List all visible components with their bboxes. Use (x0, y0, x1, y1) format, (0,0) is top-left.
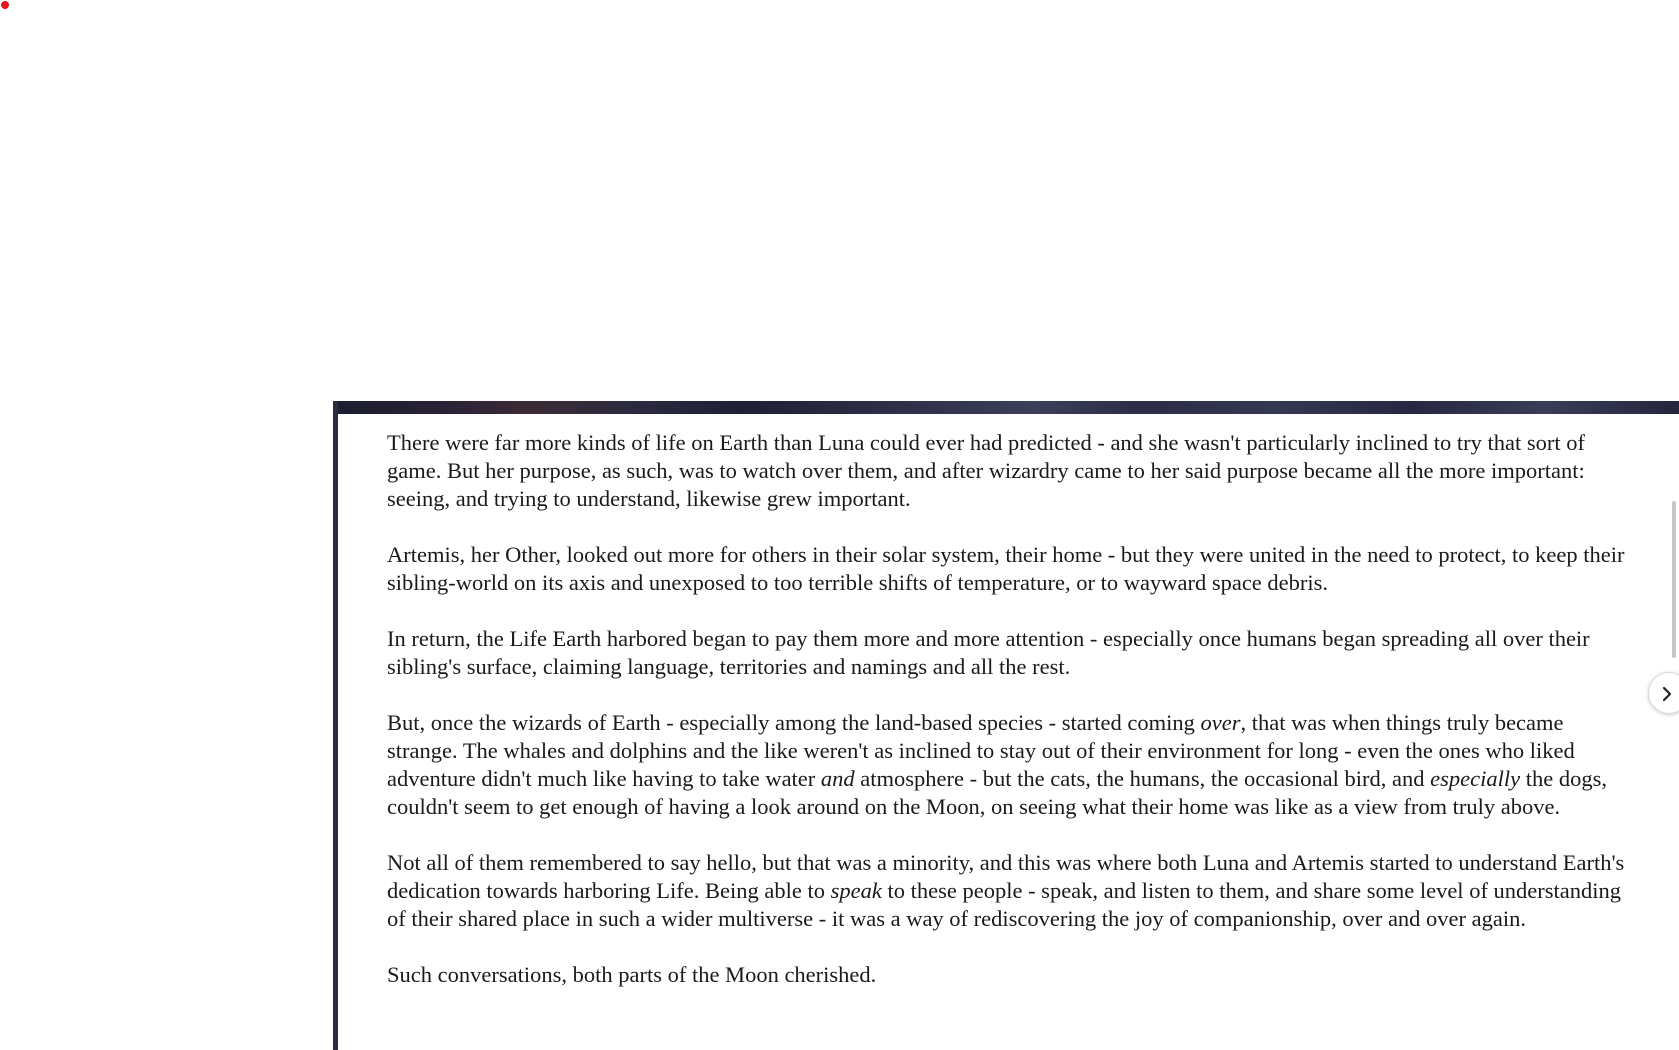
chevron-right-icon (1660, 686, 1674, 702)
emphasis-text: and (820, 766, 855, 791)
story-paragraph: Such conversations, both parts of the Moon cherished. (387, 962, 877, 987)
emphasis-text: speak (830, 878, 882, 903)
emphasis-text: especially (1430, 766, 1521, 791)
text-run: the dogs, couldn't seem to get enough of having a look around on the Moon, on seeing what their home was like as a view from truly above. (387, 766, 1607, 819)
header-banner-image (338, 401, 1679, 414)
story-paragraph: There were far more kinds of life on Earth than Luna could ever had predicted - and she wasn't particularly inclined to try that sort of game. But her purpose, as such, was to watch over them, and after wizardry came to her said purpose became all the more important: seeing, and trying to understand, likewise grew important. (387, 430, 1585, 511)
text-run: But, once the wizards of Earth - especially among the land-based species - started coming (387, 710, 1201, 735)
text-run: , that was when things truly became strange. The whales and dolphins and the like weren't as inclined to stay out of their environment for long - even the ones who liked adventure didn't much like having to take water (387, 710, 1575, 791)
recording-indicator-dot (1, 1, 9, 9)
text-run: Not all of them remembered to say hello, but that was a minority, and this was where both Luna and Artemis started to understand Earth's dedication towards harboring Life. Being able to (387, 850, 1625, 903)
story-paragraph: Artemis, her Other, looked out more for others in their solar system, their home - but they were united in the need to protect, to keep their sibling-world on its axis and unexposed to too terrible shifts of temperature, or to wayward space debris. (387, 542, 1625, 595)
story-reader-panel (333, 401, 1679, 1050)
story-text (387, 429, 1627, 1017)
text-run: to these people - speak, and listen to them, and share some level of understanding of their shared place in such a wider multiverse - it was a way of rediscovering the joy of companionship, over and over again. (387, 878, 1622, 931)
emphasis-text: over (1200, 710, 1241, 735)
vertical-scrollbar-thumb[interactable] (1672, 501, 1676, 658)
text-run: atmosphere - but the cats, the humans, the occasional bird, and (854, 766, 1431, 791)
story-paragraph (387, 849, 1627, 933)
story-paragraph (387, 709, 1627, 821)
panel-edge-handle[interactable] (333, 533, 338, 545)
story-paragraph: In return, the Life Earth harbored began to pay them more and more attention - especially once humans began spreading all over their sibling's surface, claiming language, territories and namings and all the rest. (387, 626, 1590, 679)
